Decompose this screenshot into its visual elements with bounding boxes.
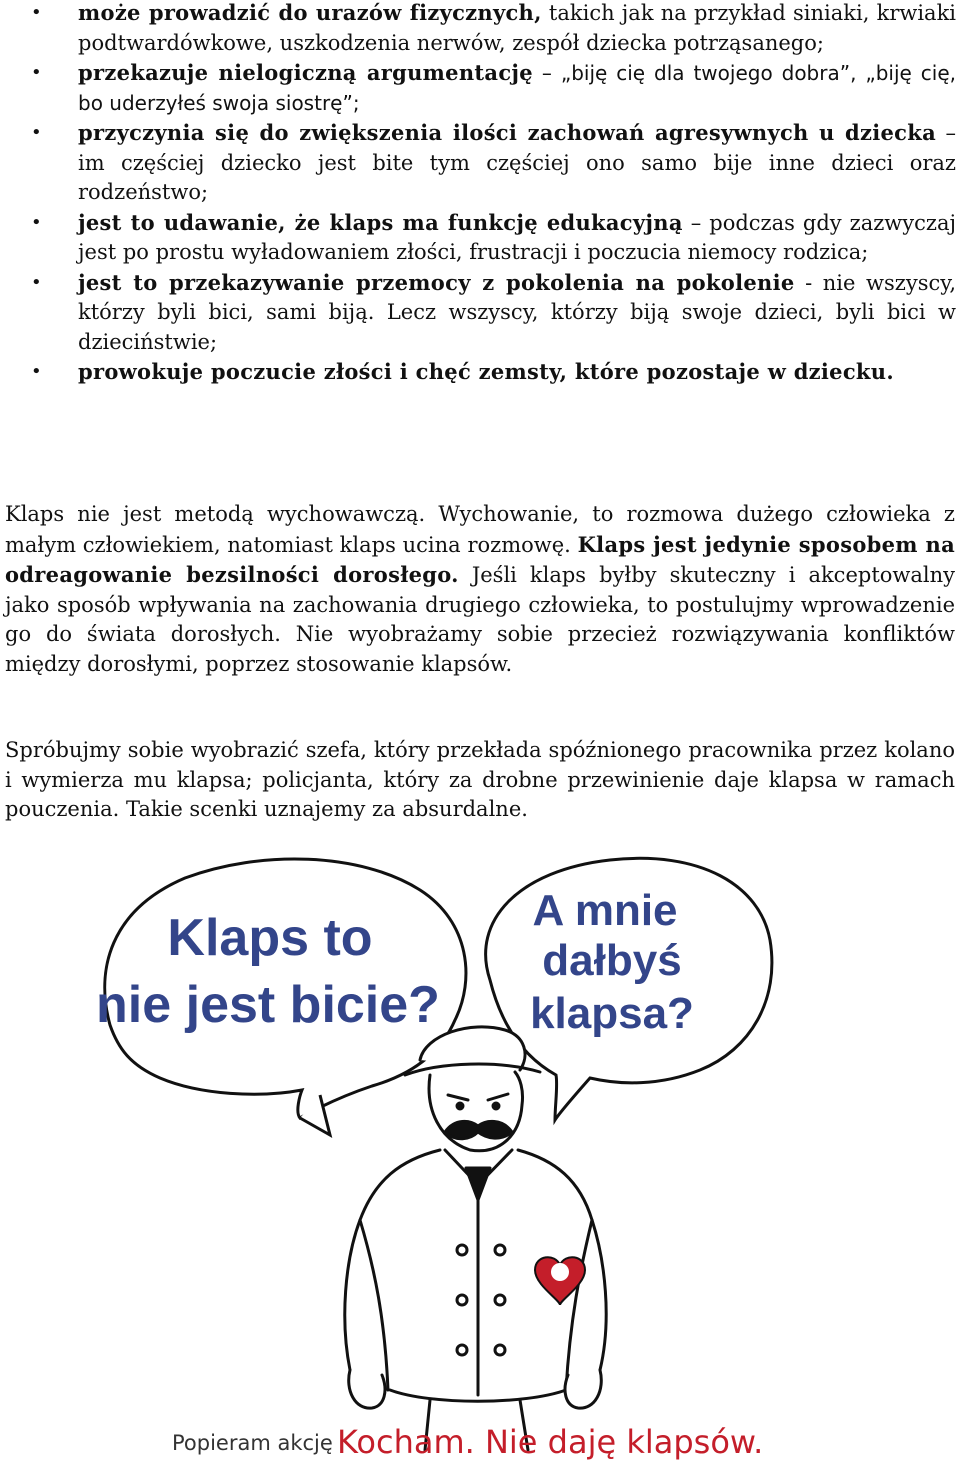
cartoon-illustration bbox=[0, 850, 960, 1470]
bubble-right-line3: klapsa? bbox=[530, 989, 694, 1038]
paragraph-example: Spróbujmy sobie wyobrazić szefa, który przekłada spóźnionego pracownika przez kolano i wymierza mu klapsa; policjanta, który za drobne przewinienie daje klapsa w ramach pouczenia. Takie scenki uznajemy za absurdalne. bbox=[5, 738, 955, 821]
speech-bubble-right bbox=[486, 858, 772, 1120]
bubble-left-line2: nie jest bicie? bbox=[96, 976, 440, 1034]
footer-prefix: Popieram akcję bbox=[172, 1431, 333, 1455]
speech-bubble-left bbox=[96, 859, 466, 1135]
list-item: • przyczynia się do zwiększenia ilości zachowań agresywnych u dziecka – im częściej dziecko jest bite tym częściej ono samo bije inne dzieci oraz rodzeństwo; bbox=[0, 118, 960, 208]
footer-slogan: Kocham. Nie daję klapsów. bbox=[337, 1423, 764, 1461]
list-item: • jest to udawanie, że klaps ma funkcję edukacyjną – podczas gdy zazwyczaj jest po prostu wyładowaniem złości, frustracji i poczucia niemocy rodzica; bbox=[0, 208, 960, 268]
bubble-right-line2: dałbyś bbox=[542, 936, 682, 985]
bullet-list bbox=[0, 0, 960, 388]
list-item: • może prowadzić do urazów fizycznych, takich jak na przykład siniaki, krwiaki podtwardówkowe, uszkodzenia nerwów, zespół dziecka potrząsanego; bbox=[0, 0, 960, 58]
hand-icon bbox=[565, 1370, 601, 1408]
bow-tie-icon bbox=[466, 1168, 490, 1200]
bubble-left-line1: Klaps to bbox=[167, 909, 373, 967]
list-item: • przekazuje nielogiczną argumentację – „biję cię dla twojego dobra”, „biję cię, bo uderzyłeś swoja siostrę”; bbox=[0, 58, 960, 118]
bubble-right-line1: A mnie bbox=[532, 886, 678, 935]
paragraph-klaps: Klaps nie jest metodą wychowawczą. Wychowanie, to rozmowa dużego człowieka z małym człowiekiem, natomiast klaps ucina rozmowę. Klaps jest jedynie sposobem na odreagowanie bezsilności dorosłego. Jeśli klaps byłby skuteczny i akceptowalny jako sposób wpływania na zachowania drugiego człowieka, to postulujmy wprowadzenie go do świata dorosłych. Nie wyobrażamy sobie przecież rozwiązywania konfliktów między dorosłymi, poprzez stosowanie klapsów. bbox=[5, 502, 955, 676]
list-item: • jest to przekazywanie przemocy z pokolenia na pokolenie - nie wszyscy, którzy byli bici, sami biją. Lecz wszyscy, którzy biją swoje dzieci, byli bici w dzieciństwie; bbox=[0, 268, 960, 358]
heart-badge-icon bbox=[535, 1257, 585, 1305]
hand-icon bbox=[349, 1370, 385, 1408]
list-item: • prowokuje poczucie złości i chęć zemsty, które pozostaje w dziecku. bbox=[0, 357, 960, 388]
